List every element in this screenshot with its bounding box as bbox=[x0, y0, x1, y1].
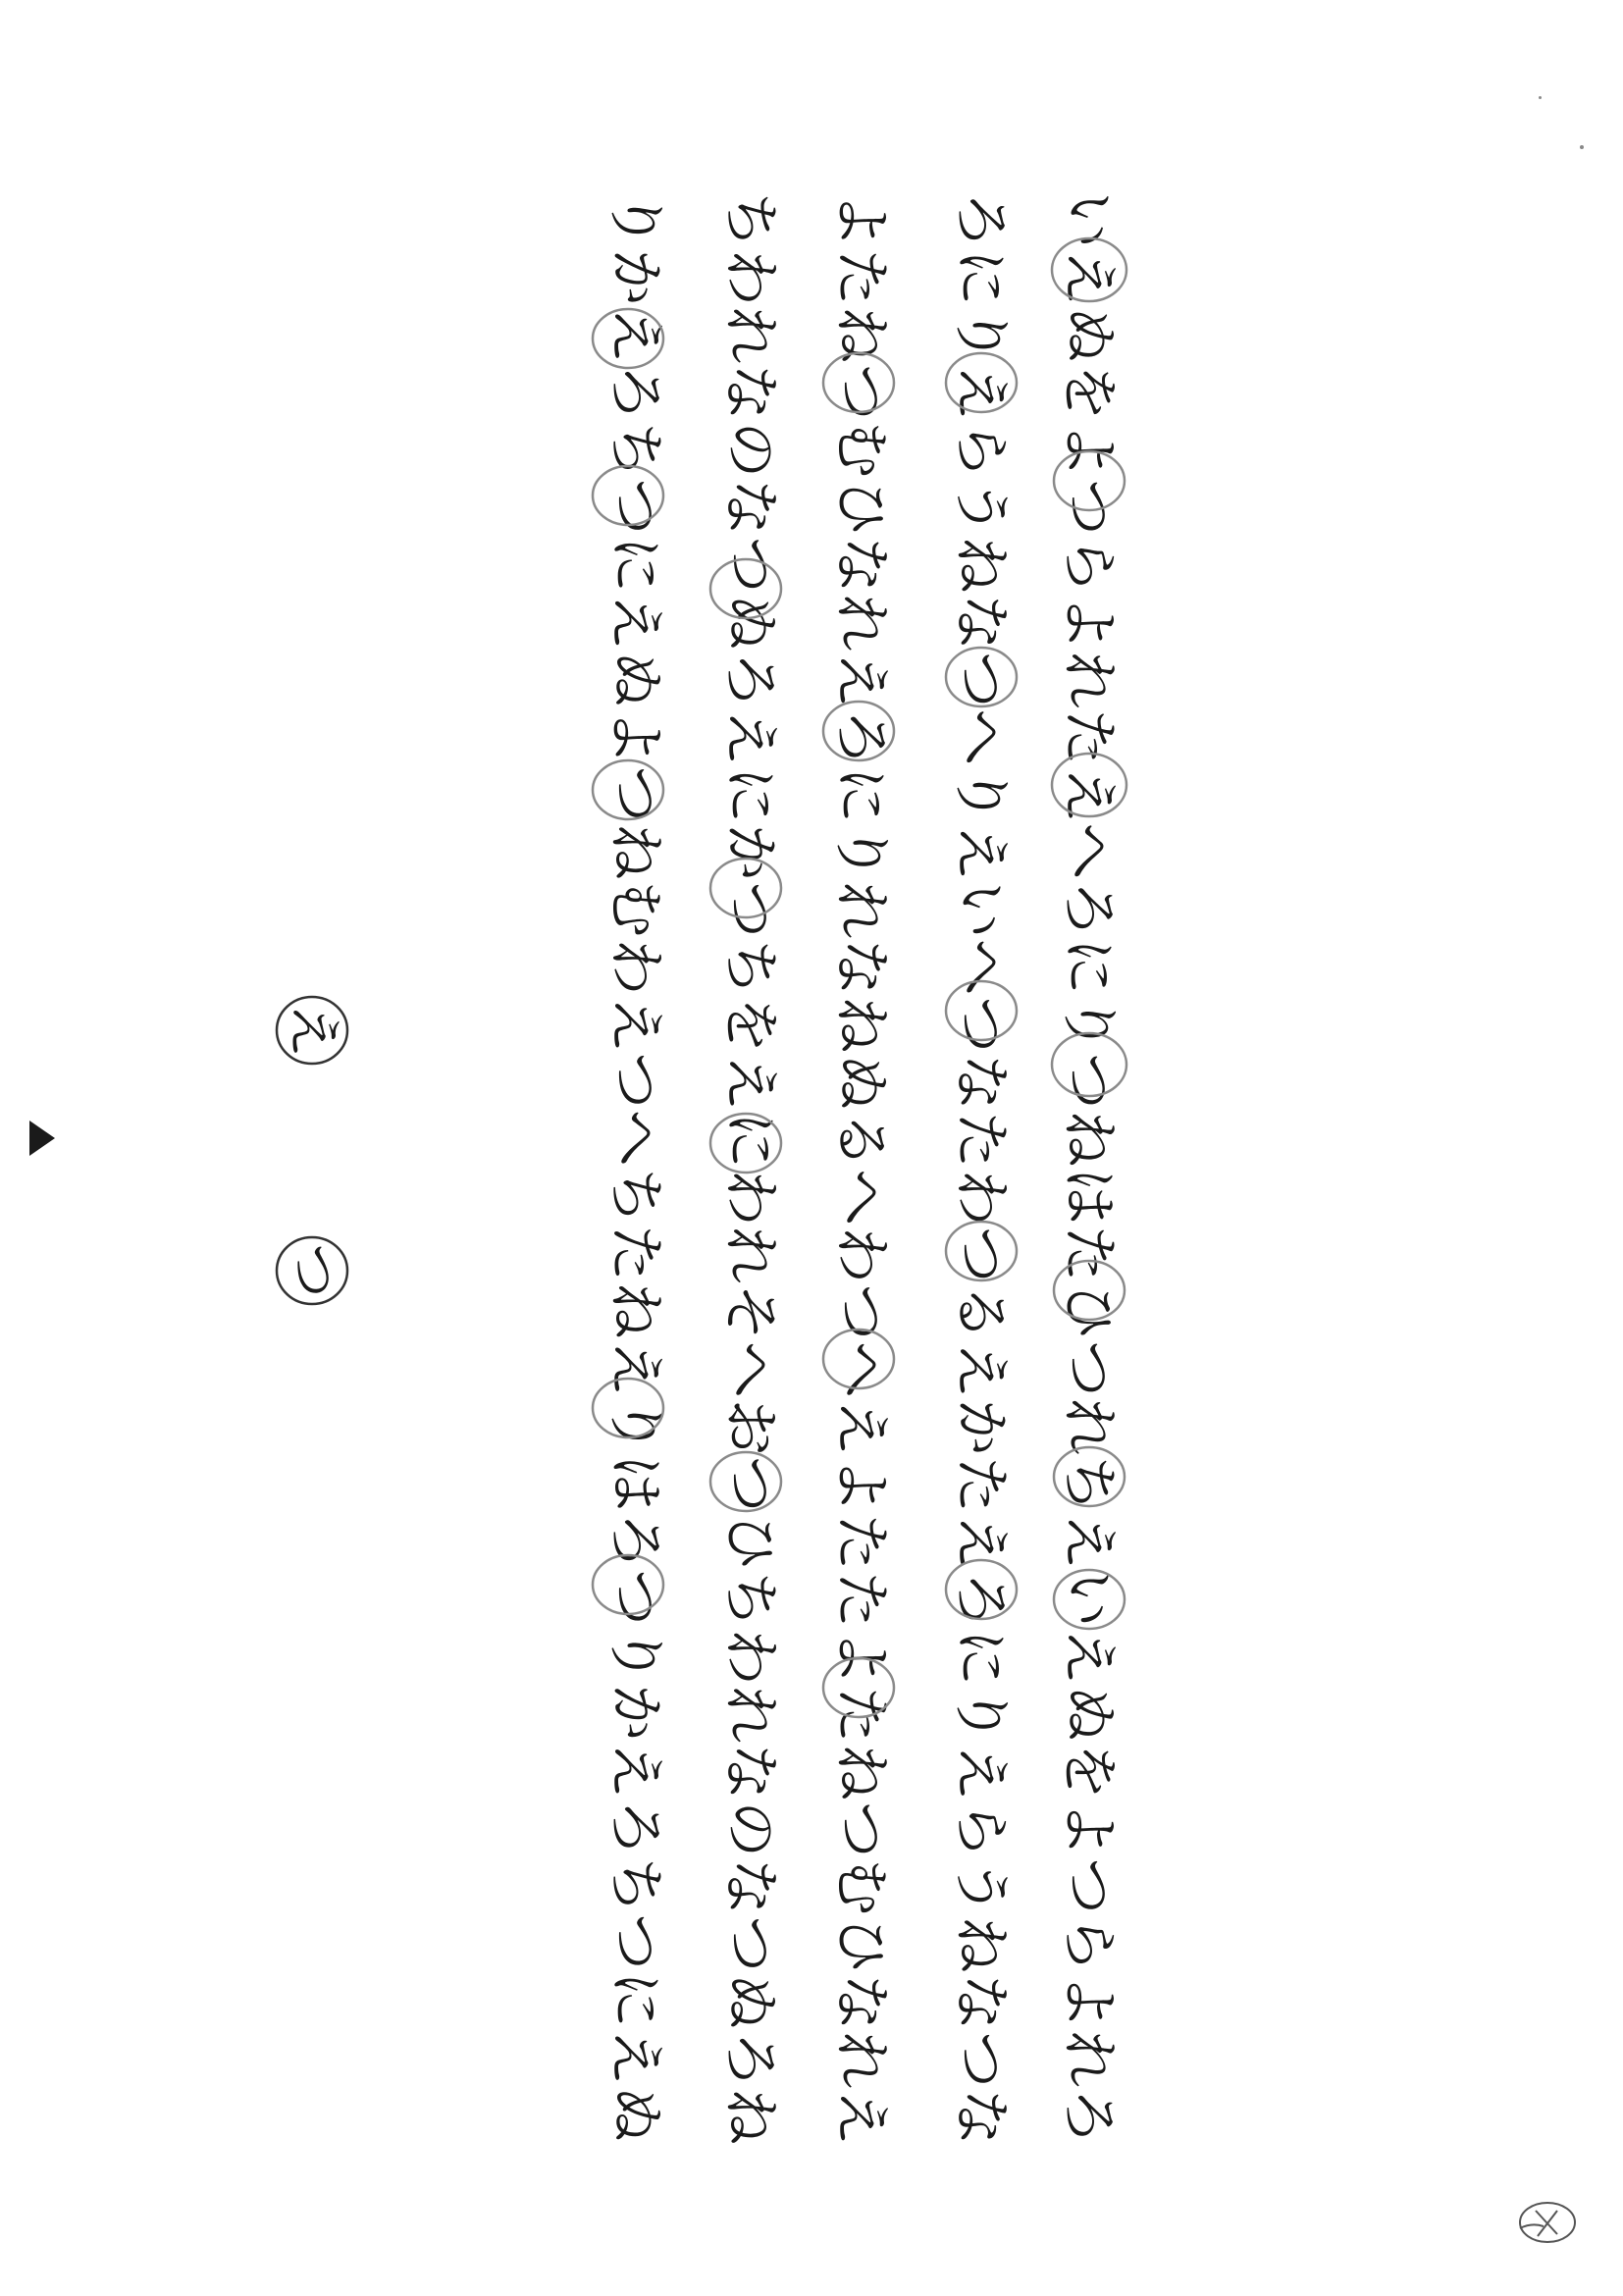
kana-row-text: いえぬをよつらよれたえへろにりつねはたひつれちえいえぬをよつらよれろ bbox=[1056, 191, 1123, 2146]
target-char-label: つ bbox=[281, 1243, 344, 1298]
paper-speck bbox=[1580, 145, 1584, 149]
kana-row-text: よたねつむひなれえろにりれなねぬるへわつへえよたたよたねつむひなれえ bbox=[828, 191, 895, 2147]
target-char-label: え bbox=[281, 1003, 344, 1058]
kana-row-3 bbox=[822, 191, 901, 2147]
kana-row-2 bbox=[942, 191, 1021, 2147]
triangle-pointer-icon bbox=[27, 1119, 57, 1158]
kana-row-4 bbox=[711, 191, 790, 2146]
kana-row-text: ちわれなのなつぬろえにかつちをえにわれそへおつひちわれなのなつぬろね bbox=[717, 191, 784, 2146]
kana-row-text: りかえろちつにえぬよつねむわえつへちたねえりはろつりかえろちつにえぬ bbox=[602, 191, 669, 2144]
kana-row-5 bbox=[597, 191, 675, 2144]
paper-speck bbox=[1539, 96, 1542, 99]
kana-row-1 bbox=[1050, 191, 1128, 2146]
kana-row-text: ろにりえらうねなつへりえいへつなたわつるえかたえろにりえらうねなつな bbox=[948, 191, 1015, 2147]
target-char-e bbox=[273, 991, 351, 1070]
target-char-tsu bbox=[273, 1231, 351, 1310]
handwritten-signature-icon bbox=[1506, 2193, 1585, 2252]
